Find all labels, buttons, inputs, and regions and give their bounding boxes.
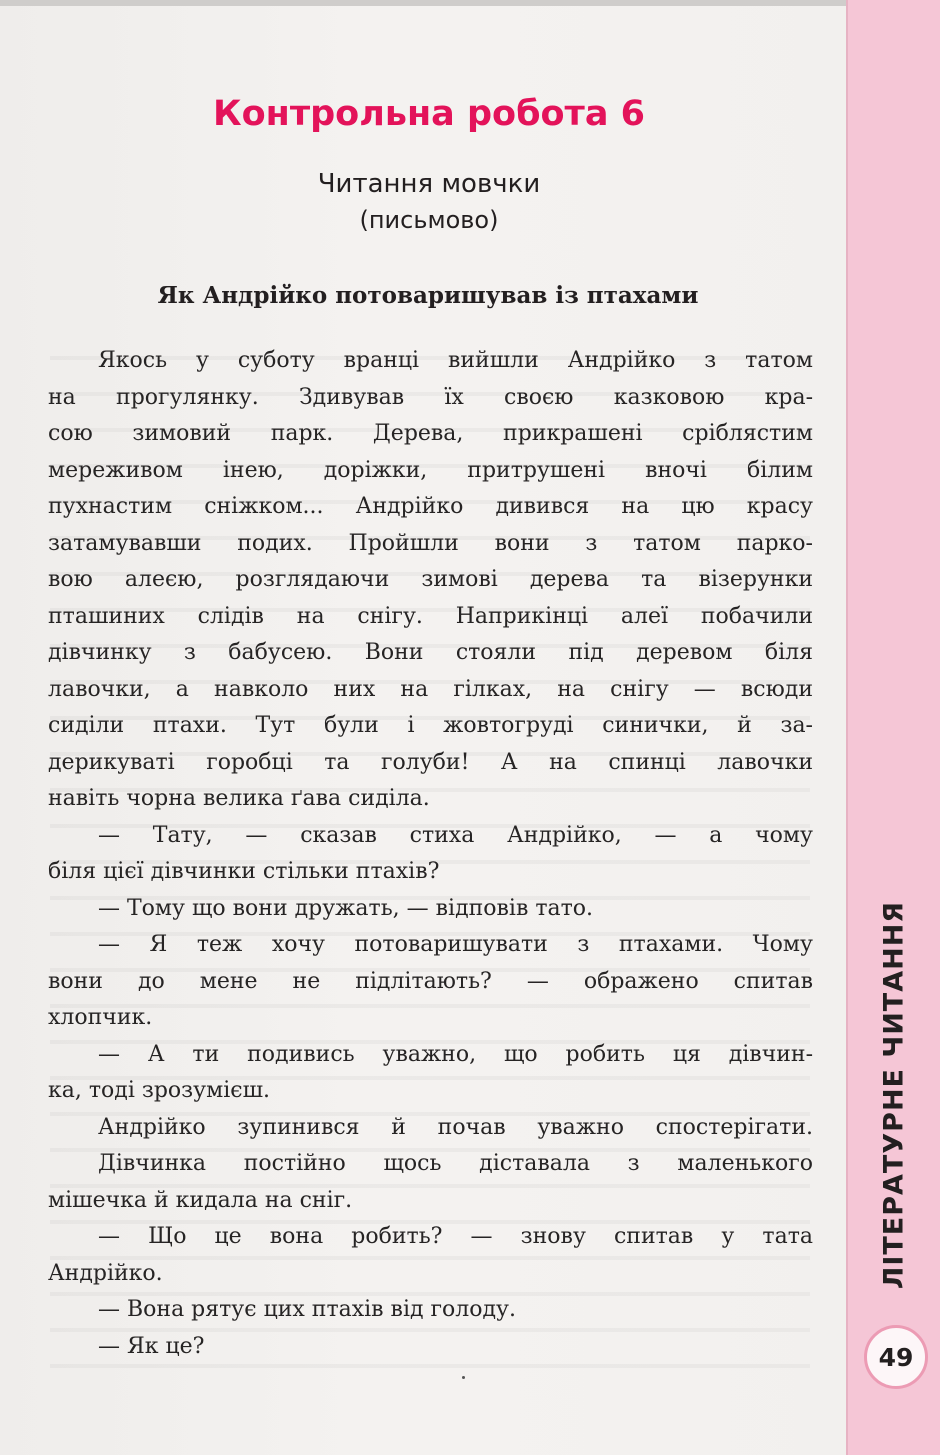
story-line: — Що це вона робить? — знову спитав у тата xyxy=(98,1224,813,1249)
story-line: лавочки, а навколо них на гілках, на снігу — всюди xyxy=(48,676,813,702)
story-line: хлопчик. xyxy=(48,1005,153,1030)
story-line: мішечка й кидала на сніг. xyxy=(48,1187,353,1213)
story-line: дерикуваті горобці та голуби! А на спинці лавочки xyxy=(48,749,813,775)
story-line: пташиних слідів на снігу. Наприкінці алеї побачили xyxy=(48,603,813,629)
story-line: навіть чорна велика ґава сиділа. xyxy=(48,786,430,811)
story-line: біля цієї дівчинки стільки птахів? xyxy=(48,859,440,884)
story-line: ка, тоді зрозумієш. xyxy=(48,1078,271,1103)
story-line: вою алеєю, розглядаючи зимові дерева та візерунки xyxy=(48,567,813,592)
page-number: 49 xyxy=(878,1342,914,1372)
worksheet-title: Контрольна робота 6 xyxy=(213,94,645,134)
story-line: — Вона рятує цих птахів від голоду. xyxy=(98,1297,516,1322)
story-line: Дівчинка постійно щось діставала з маленького xyxy=(98,1151,813,1176)
story-line: сиділи птахи. Тут були і жовтогруді синички, й за- xyxy=(48,713,813,738)
print-speck xyxy=(462,1376,465,1379)
story-line: на прогулянку. Здивував їх своєю казковою кра- xyxy=(48,384,813,410)
story-line: вони до мене не підлітають? — ображено спитав xyxy=(48,968,813,994)
story-line: — А ти подивись уважно, що робить ця дівчин- xyxy=(98,1041,813,1067)
story-body xyxy=(48,343,813,1365)
story-line: Андрійко зупинився й почав уважно спостерігати. xyxy=(98,1114,813,1140)
story-line: пухнастим сніжком... Андрійко дивився на цю красу xyxy=(48,494,813,519)
section-label: ЛІТЕРАТУРНЕ ЧИТАННЯ xyxy=(878,900,910,1290)
story-line: мереживом інею, доріжки, притрушені вночі білим xyxy=(48,457,813,483)
story-line: — Тату, — сказав стиха Андрійко, — а чому xyxy=(98,822,813,848)
worksheet-subnote: (письмово) xyxy=(359,206,499,234)
page-top-edge xyxy=(0,0,850,6)
story-line: — Тому що вони дружать, — відповів тато. xyxy=(98,895,594,921)
story-line: дівчинку з бабусею. Вони стояли під деревом біля xyxy=(48,640,813,665)
section-side-strip xyxy=(846,0,940,1455)
story-line: затамувавши подих. Пройшли вони з татом парко- xyxy=(48,530,813,556)
worksheet-subtitle: Читання мовчки xyxy=(317,169,541,199)
story-title: Як Андрійко потоваришував із птахами xyxy=(157,282,699,309)
story-line: — Як це? xyxy=(98,1333,205,1359)
story-line: — Я теж хочу потоваришувати з птахами. Чому xyxy=(98,932,813,957)
story-line: Якось у суботу вранці вийшли Андрійко з татом xyxy=(98,348,813,373)
story-line: Андрійко. xyxy=(48,1260,163,1286)
page-number-badge xyxy=(864,1325,928,1389)
story-line: сою зимовий парк. Дерева, прикрашені сріблястим xyxy=(48,421,813,446)
